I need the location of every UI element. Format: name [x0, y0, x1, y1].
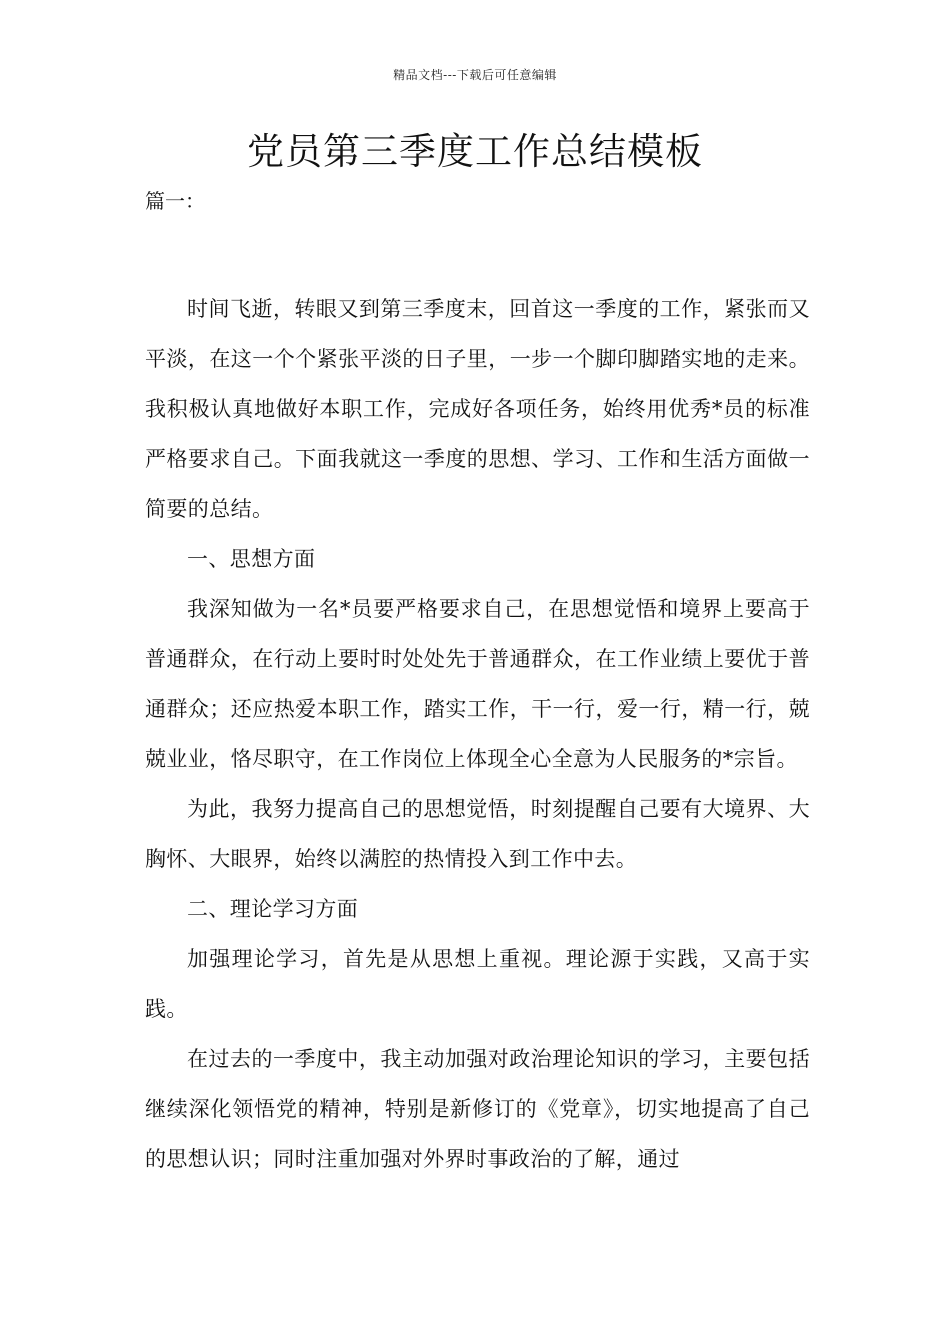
header-note: 精品文档---下载后可任意编辑: [393, 68, 557, 82]
heading-thought: 一、思想方面: [187, 547, 316, 571]
paragraph-thought: 我深知做为一名*员要严格要求自己，在思想觉悟和境界上要高于普通群众，在行动上要时时处处先于普通群众，在工作业绩上要优于普通群众；还应热爱本职工作，踏实工作，干一行，爱一行，精一行，兢兢业业，恪尽职守，在工作岗位上体现全心全意为人民服务的*宗旨。: [145, 597, 810, 771]
document-body: [145, 284, 810, 1184]
document-title: 党员第三季度工作总结模板: [247, 130, 703, 173]
paragraph-awareness: 为此，我努力提高自己的思想觉悟，时刻提醒自己要有大境界、大胸怀、大眼界，始终以满腔的热情投入到工作中去。: [145, 797, 810, 871]
section-label: 篇一：: [145, 189, 205, 213]
paragraph-intro: 时间飞逝，转眼又到第三季度末，回首这一季度的工作，紧张而又平淡，在这一个个紧张平淡的日子里，一步一个脚印脚踏实地的走来。我积极认真地做好本职工作，完成好各项任务，始终用优秀*员的标准严格要求自己。下面我就这一季度的思想、学习、工作和生活方面做一简要的总结。: [145, 297, 810, 521]
paragraph-theory-study: 加强理论学习，首先是从思想上重视。理论源于实践，又高于实践。: [145, 947, 810, 1021]
paragraph-past-quarter: 在过去的一季度中，我主动加强对政治理论知识的学习，主要包括继续深化领悟党的精神，特别是新修订的《党章》，切实地提高了自己的思想认识；同时注重加强对外界时事政治的了解，通过: [145, 1047, 810, 1171]
heading-theory-study: 二、理论学习方面: [187, 897, 359, 921]
